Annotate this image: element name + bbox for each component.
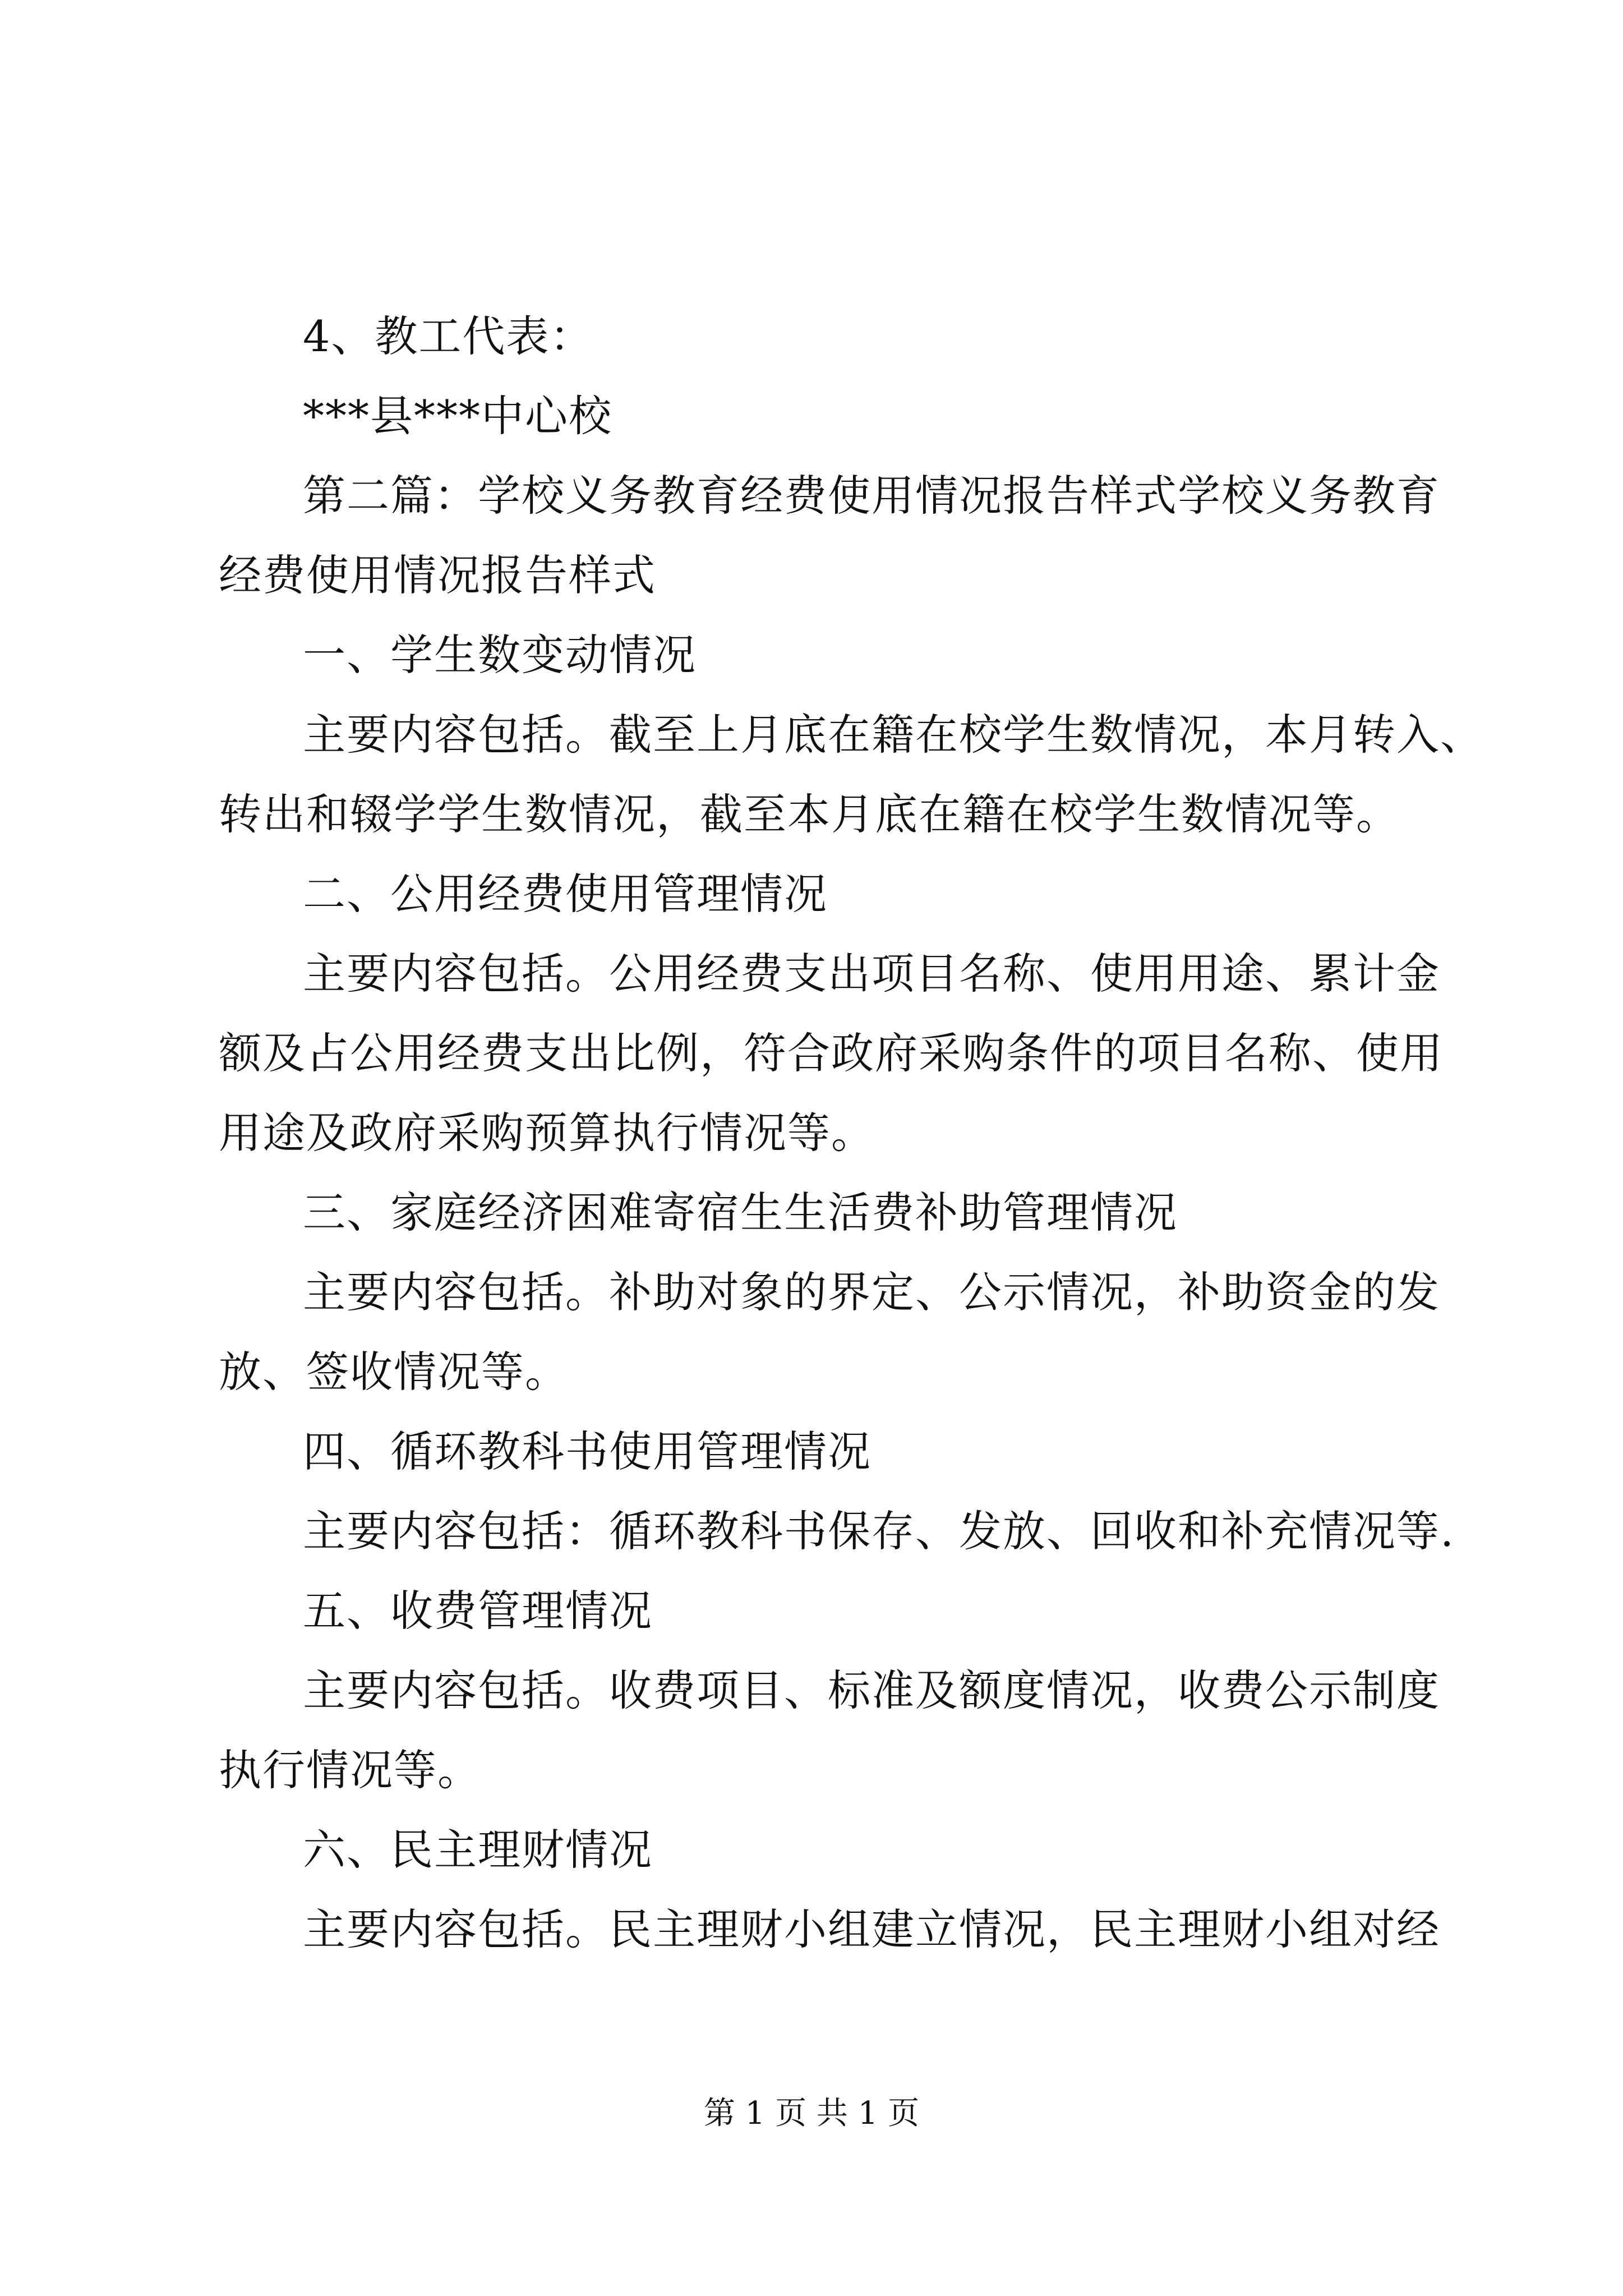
- line-text: 主要内容包括。补助对象的界定、公示情况，补助资金的发: [303, 1267, 1440, 1317]
- line-text: 五、收费管理情况: [303, 1586, 653, 1636]
- page-footer: 第 1 页 共 1 页: [703, 2095, 920, 2132]
- line-text: 四、循环教科书使用管理情况: [303, 1427, 872, 1476]
- line-text: 执行情况等。: [219, 1745, 481, 1795]
- line-text: 主要内容包括。公用经费支出项目名称、使用用途、累计金: [303, 949, 1440, 999]
- line-text: 主要内容包括。截至上月底在籍在校学生数情况，本月转入、: [303, 710, 1484, 760]
- line-text: 转出和辍学学生数情况，截至本月底在籍在校学生数情况等。: [219, 789, 1400, 839]
- line-text: 经费使用情况报告样式: [219, 550, 656, 600]
- line-text: 放、签收情况等。: [219, 1347, 569, 1397]
- line-text: 用途及政府采购预算执行情况等。: [219, 1108, 875, 1158]
- line-text: 第二篇：学校义务教育经费使用情况报告样式学校义务教育: [303, 471, 1440, 521]
- line-text: 4、教工代表：: [303, 311, 594, 361]
- line-text: 主要内容包括：循环教科书保存、发放、回收和补充情况等.: [303, 1506, 1455, 1556]
- line-text: 三、家庭经济困难寄宿生生活费补助管理情况: [303, 1188, 1178, 1237]
- line-text: 二、公用经费使用管理情况: [303, 869, 828, 919]
- line-text: 额及占公用经费支出比例，符合政府采购条件的项目名称、使用: [219, 1028, 1444, 1078]
- line-text: 六、民主理财情况: [303, 1825, 653, 1875]
- line-text: 主要内容包括。收费项目、标准及额度情况，收费公示制度: [303, 1665, 1440, 1715]
- line-text: 主要内容包括。民主理财小组建立情况，民主理财小组对经: [303, 1904, 1440, 1954]
- line-text: 一、学生数变动情况: [303, 630, 697, 680]
- line-text: ***县***中心校: [303, 391, 612, 441]
